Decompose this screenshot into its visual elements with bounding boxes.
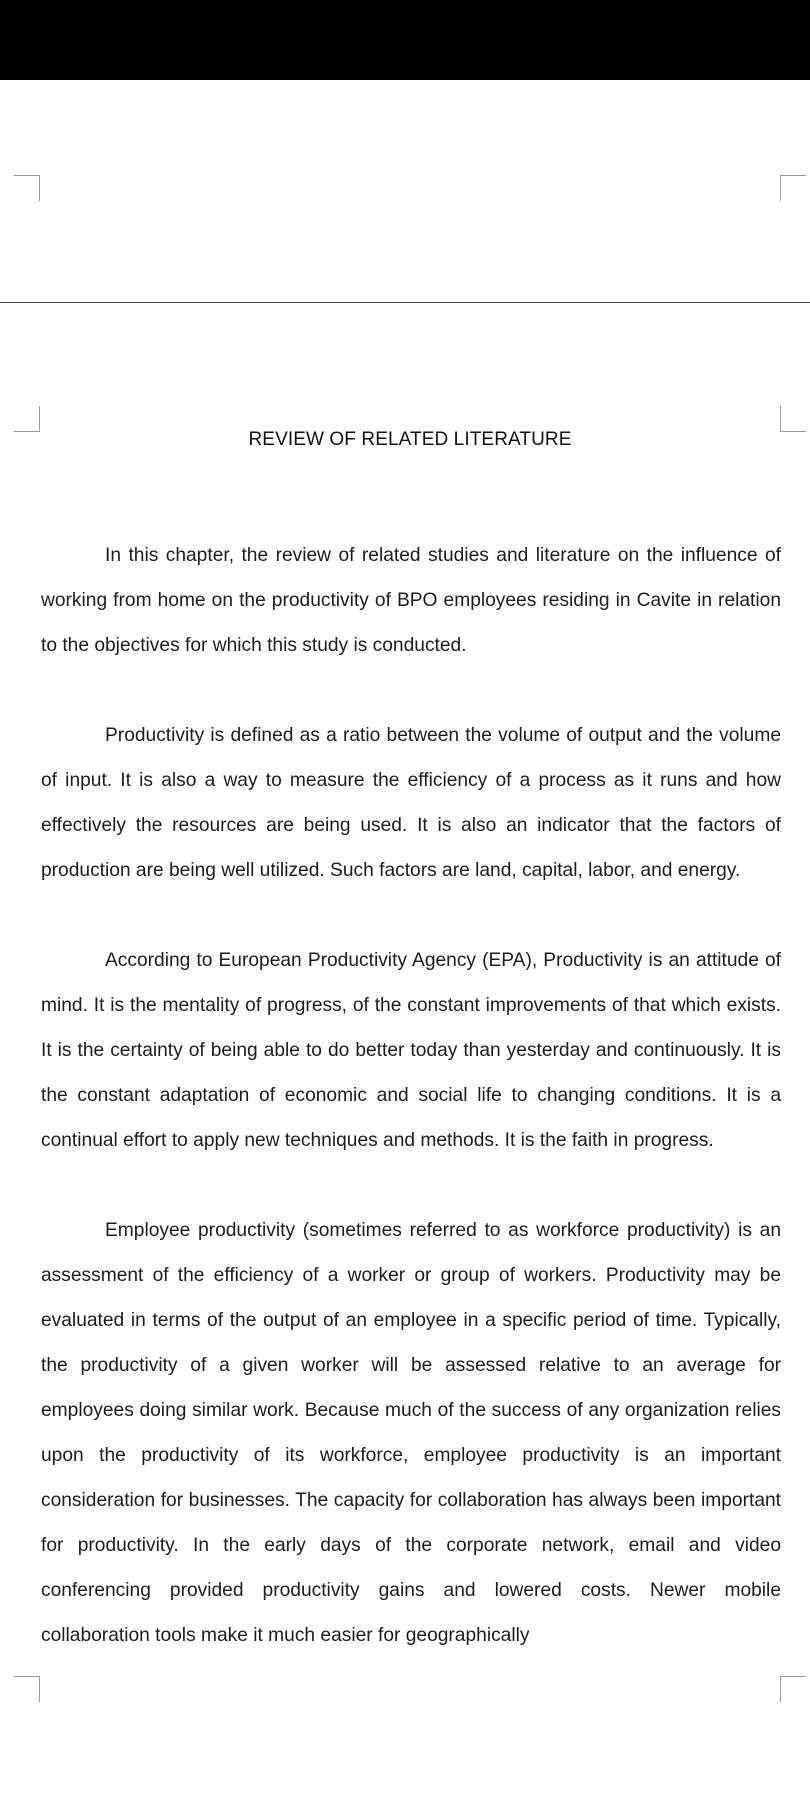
body-paragraph: Employee productivity (sometimes referred to as workforce productivity) is an assessment of the efficiency of a worker or group of workers. Productivity may be evaluated in terms of the output of an employee in a specific period of time. Typically, the productivity of a given worker will be assessed relative to an average for employees doing similar work. Because much of the success of any organization relies upon the productivity of its workforce, employee productivity is an important consideration for businesses. The capacity for collaboration has always been important for productivity. In the early days of the corporate network, email and video conferencing provided productivity gains and lowered costs. Newer mobile collaboration tools make it much easier for geographically: [41, 1220, 781, 1646]
top-black-bar: [0, 0, 810, 80]
margin-corner-mark: [780, 1676, 806, 1702]
body-paragraph: Productivity is defined as a ratio between the volume of output and the volume of input. It is also a way to measure the efficiency of a process as it runs and how effectively the resources are being used. It is also an indicator that the factors of production are being well utilized. Such factors are land, capital, labor, and energy.: [41, 725, 781, 881]
margin-corner-mark: [14, 175, 40, 201]
margin-corner-mark: [14, 1676, 40, 1702]
page-divider: [0, 302, 810, 303]
body-paragraph: According to European Productivity Agency (EPA), Productivity is an attitude of mind. It is the mentality of progress, of the constant improvements of that which exists. It is the certainty of being able to do better today than yesterday and continuously. It is the constant adaptation of economic and social life to changing conditions. It is a continual effort to apply new techniques and methods. It is the faith in progress.: [41, 950, 781, 1151]
margin-corner-mark: [780, 175, 806, 201]
page-title: REVIEW OF RELATED LITERATURE: [248, 429, 572, 450]
body-paragraph: In this chapter, the review of related studies and literature on the influence of working from home on the productivity of BPO employees residing in Cavite in relation to the objectives for which this study is conducted.: [41, 545, 781, 656]
